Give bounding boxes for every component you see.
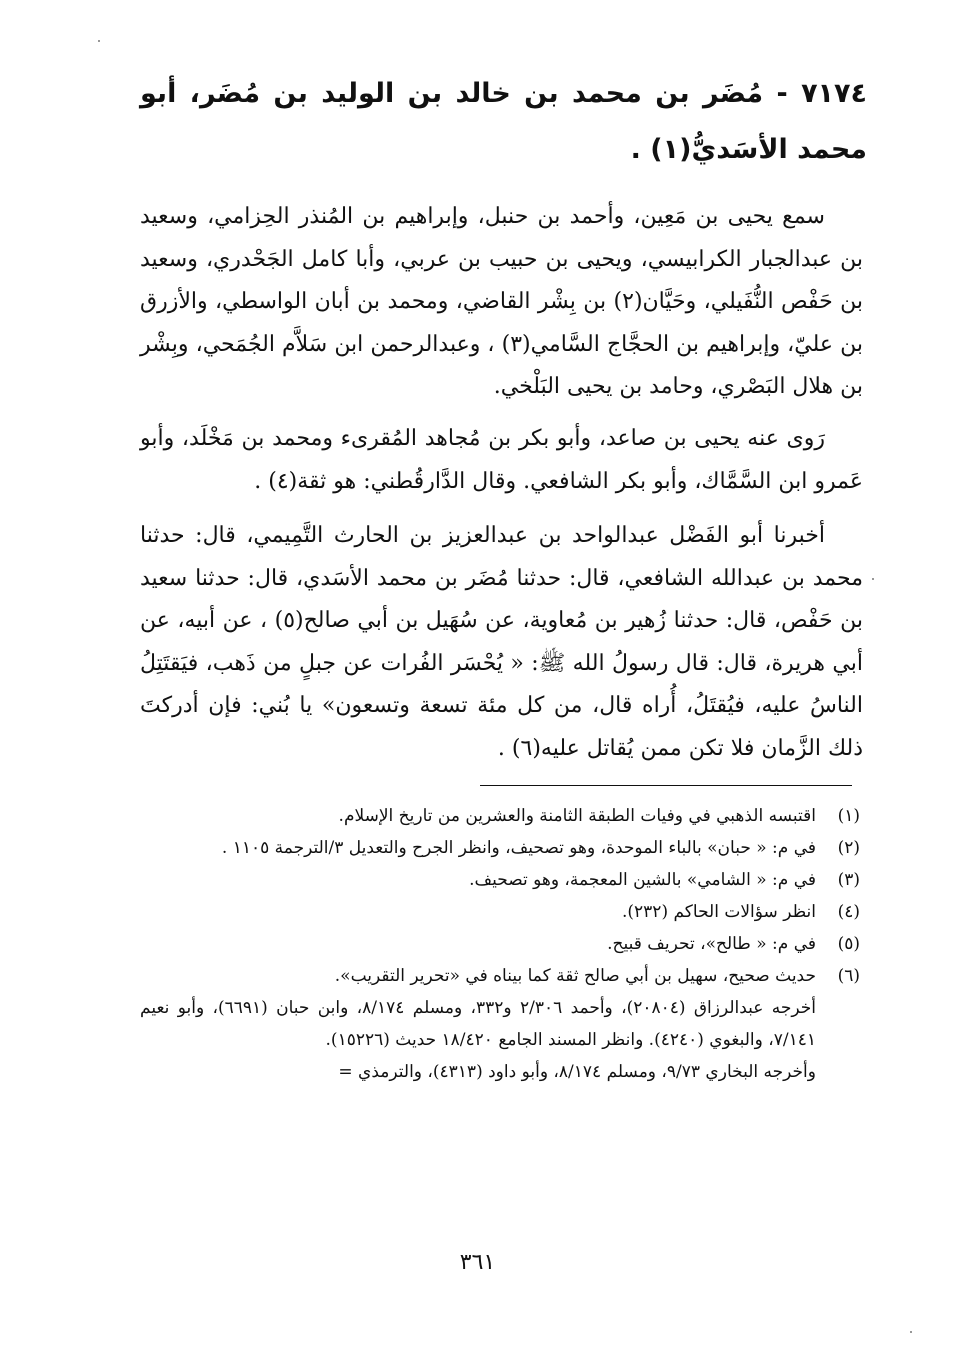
page-number: ٣٦١ [459, 1250, 496, 1275]
footnotes-section [140, 800, 860, 1088]
footnote-continuation: أخرجه عبدالرزاق (٢٠٨٠٤)، وأحمد ٢/٣٠٦ و٣٣٢، ومسلم ٨/١٧٤، وابن حبان (٦٦٩١)، وأبو نعيم ٧/١٤١، والبغوي (٤٢٤٠). وانظر المسند الجامع ١٨/٤٢٠ حديث (١٥٢٢٦). [140, 998, 817, 1050]
footnote-number: (٢) [837, 838, 860, 858]
footnote-text: في م: « الشامي» بالشين المعجمة، وهو تصحيف. [469, 870, 816, 890]
footnote-number: (١) [837, 806, 860, 826]
paragraph-teachers: سمع يحيى بن مَعِين، وأحمد بن حنبل، وإبراهيم بن المُنذر الحِزامي، وسعيد بن عبدالجبار الكرابيسي، ويحيى بن حبيب بن عربي، وأبا كامل الجَحْدري، وسعيد بن حَفْص النُّفَيلي، وحَيَّان(٢) بن بِشْر القاضي، ومحمد بن أبان الواسطي، والأزرق بن عليّ، وإبراهيم بن الحجَّاج السَّامي(٣) ، وعبدالرحمن ابن سَلاَّم الجُمَحي، وبِشْر بن هلال البَصْري، وحامد بن يحيى البَلْخي. [140, 204, 863, 399]
footnote-item [140, 800, 860, 832]
footnote-item [140, 928, 860, 960]
footnote-divider [480, 785, 852, 786]
footnote-text: انظر سؤالات الحاكم (٢٣٢). [622, 902, 816, 922]
footnote-number: (٥) [837, 934, 860, 954]
paragraph-hadith: أخبرنا أبو الفَضْل عبدالواحد بن عبدالعزيز بن الحارث التَّمِيمي، قال: حدثنا محمد بن عبدالله الشافعي، قال: حدثنا مُضَر بن محمد الأسَدي، قال: حدثنا سعيد بن حَفْص، قال: حدثنا زُهير بن مُعاوية، عن سُهَيل بن أبي صالح(٥) ، عن أبيه، عن أبي هريرة، قال: قال رسولُ الله ﷺ: « يُحْسَر الفُرات عن جبلٍ من ذَهب، فيَقتَتِلُ الناسُ عليه، فيُقتَلُ، أُراه قال، من كل مئة تسعة وتسعون» يا بُني: فإن أدركتَ ذلك الزَّمان فلا تكن ممن يُقاتل عليه(٦) . [140, 523, 863, 761]
footnote-text: اقتبسه الذهبي في وفيات الطبقة الثامنة والعشرين من تاريخ الإسلام. [338, 806, 816, 826]
footnote-item [140, 864, 860, 896]
footnote-text: في م: « طالح»، تحريف قبيح. [607, 934, 816, 954]
footnote-item [140, 896, 860, 928]
footnote-number: (٣) [837, 870, 860, 890]
footnote-text: في م: « حبان» بالباء الموحدة، وهو تصحيف، وانظر الجرح والتعديل ٣/الترجمة ١١٠٥ . [221, 838, 816, 858]
footnote-number: (٤) [837, 902, 860, 922]
scan-speck [98, 40, 100, 42]
paragraph-students: رَوى عنه يحيى بن صاعد، وأبو بكر بن مُجاهد المُقرىء ومحمد بن مَخْلَد، وأبو عَمرو ابن السَّمَّاك، وأبو بكر الشافعي. وقال الدَّارقُطني: هو ثقة(٤) . [140, 426, 863, 494]
footnote-number: (٦) [837, 966, 860, 986]
scan-speck [910, 1331, 912, 1333]
footnote-continuation: وأخرجه البخاري ٩/٧٣، ومسلم ٨/١٧٤، وأبو داود (٤٣١٣)، والترمذي = [338, 1062, 816, 1082]
footnote-item [140, 960, 860, 992]
footnote-text: حديث صحيح، سهيل بن أبي صالح ثقة كما بيناه في «تحرير التقريب». [334, 966, 816, 986]
footnote-item [140, 832, 860, 864]
scan-speck [872, 578, 874, 580]
entry-heading: ٧١٧٤ - مُضَر بن محمد بن خالد بن الوليد بن مُضَر، أبو محمد الأسَديُّ(١) . [140, 78, 867, 165]
